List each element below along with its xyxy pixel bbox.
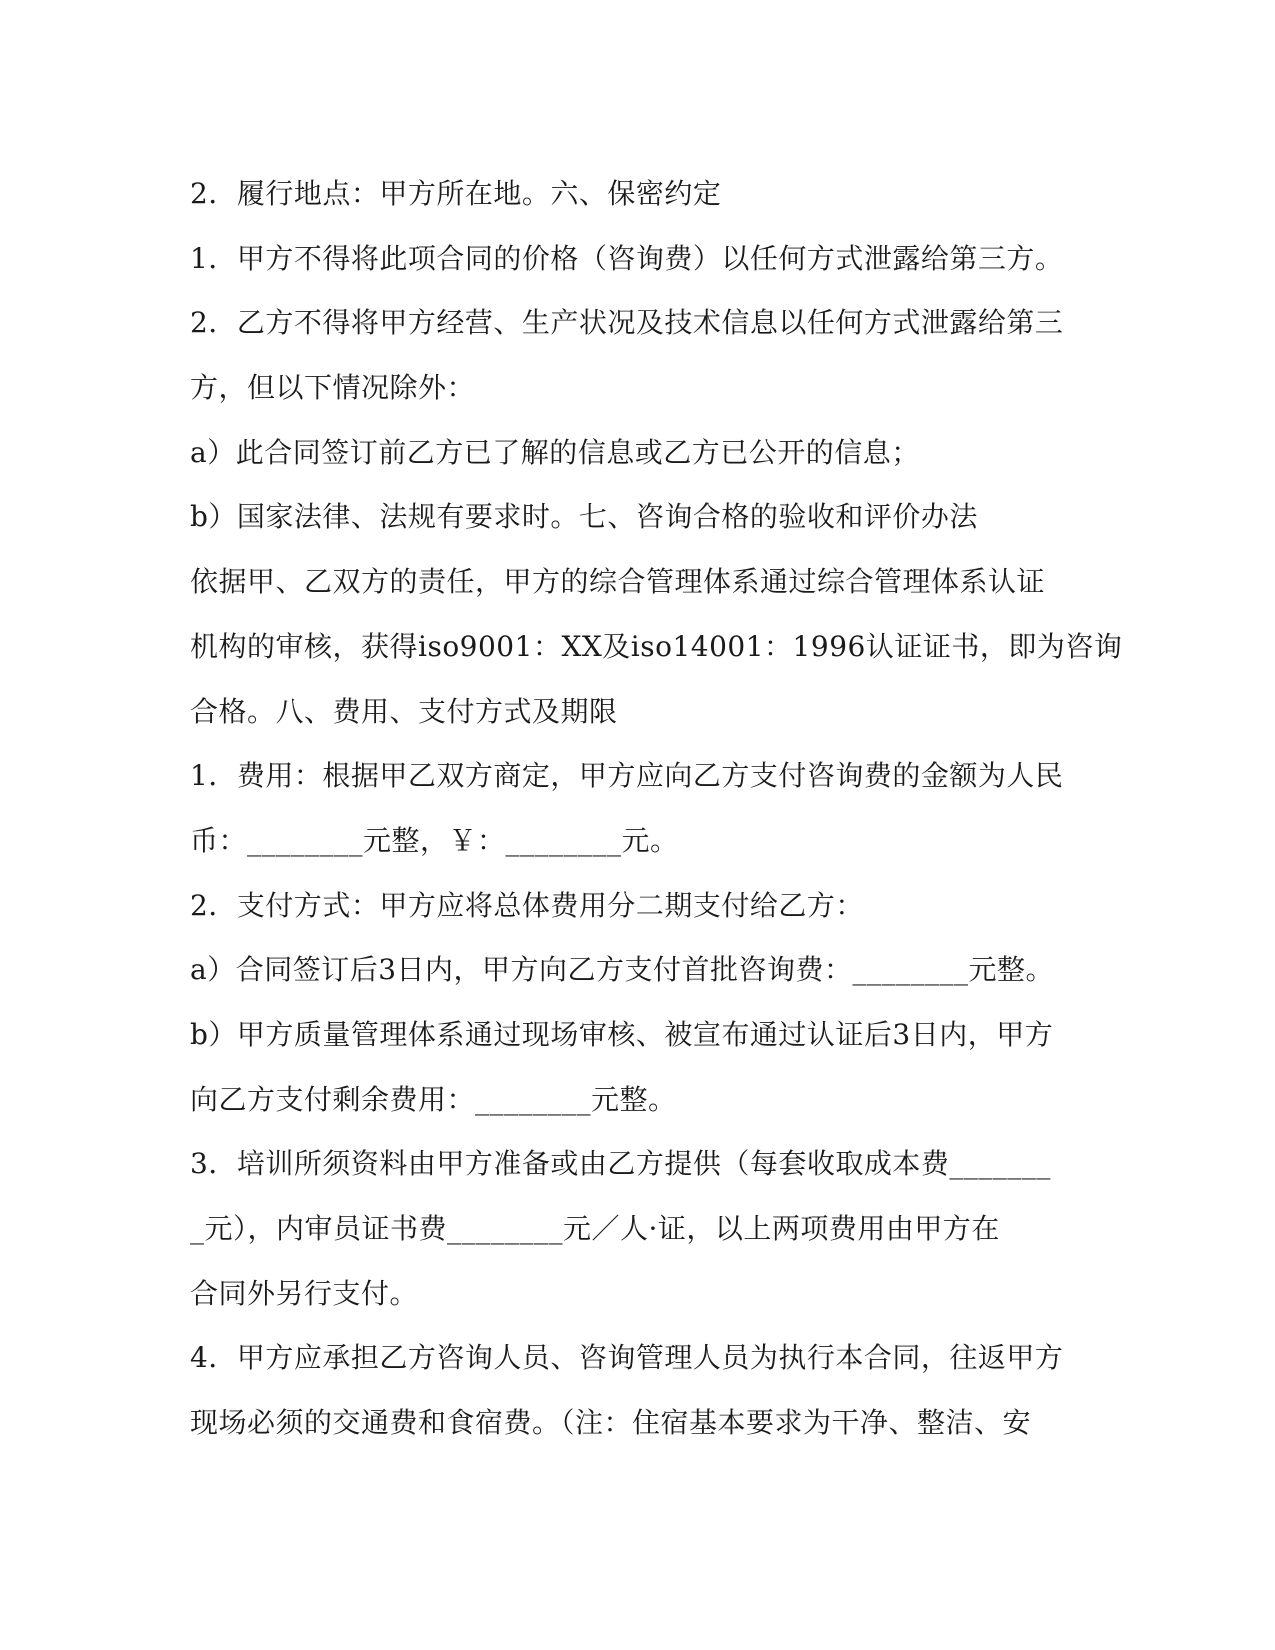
- text-line-payment-b-cont: 向乙方支付剩余费用：________元整。: [190, 1082, 677, 1116]
- text-line-training-materials: 3．培训所须资料由甲方准备或由乙方提供（每套收取成本费_______: [190, 1147, 1051, 1181]
- text-line-confidentiality-1: 1．甲方不得将此项合同的价格（咨询费）以任何方式泄露给第三方。: [190, 241, 1064, 275]
- text-line-confidentiality-2: 2．乙方不得将甲方经营、生产状况及技术信息以任何方式泄露给第三: [190, 306, 1064, 340]
- text-line-travel-expenses-cont: 现场必须的交通费和食宿费。（注：住宿基本要求为干净、整洁、安: [190, 1406, 1032, 1440]
- text-line-training-materials-end: 合同外另行支付。: [190, 1276, 419, 1310]
- text-line-performance-location: 2．履行地点：甲方所在地。六、保密约定: [190, 177, 722, 210]
- text-line-exception-a: a）此合同签订前乙方已了解的信息或乙方已公开的信息；: [190, 435, 920, 469]
- text-line-acceptance-end: 合格。八、费用、支付方式及期限: [190, 694, 618, 728]
- text-line-training-materials-cont: _元），内审员证书费________元／人·证，以上两项费用由甲方在: [190, 1212, 1000, 1245]
- text-line-acceptance: 依据甲、乙双方的责任，甲方的综合管理体系通过综合管理体系认证: [190, 565, 1046, 599]
- text-line-acceptance-cont: 机构的审核，获得iso9001：XX及iso14001：1996认证证书，即为咨询: [190, 629, 1123, 663]
- text-line-payment-a: a）合同签订后3日内，甲方向乙方支付首批咨询费：________元整。: [190, 953, 1055, 987]
- text-line-fee-1: 1．费用：根据甲乙双方商定，甲方应向乙方支付咨询费的金额为人民: [190, 759, 1064, 793]
- text-line-confidentiality-2-cont: 方，但以下情况除外：: [190, 371, 476, 405]
- text-line-payment-b: b）甲方质量管理体系通过现场审核、被宣布通过认证后3日内，甲方: [190, 1017, 1054, 1051]
- document-body: [190, 162, 1123, 1456]
- text-line-fee-1-cont: 币：________元整，￥：________元。: [190, 823, 679, 857]
- text-line-exception-b: b）国家法律、法规有要求时。七、咨询合格的验收和评价办法: [190, 500, 978, 534]
- text-line-payment-method: 2．支付方式：甲方应将总体费用分二期支付给乙方：: [190, 888, 864, 922]
- text-line-travel-expenses: 4．甲方应承担乙方咨询人员、咨询管理人员为执行本合同，往返甲方: [190, 1341, 1064, 1375]
